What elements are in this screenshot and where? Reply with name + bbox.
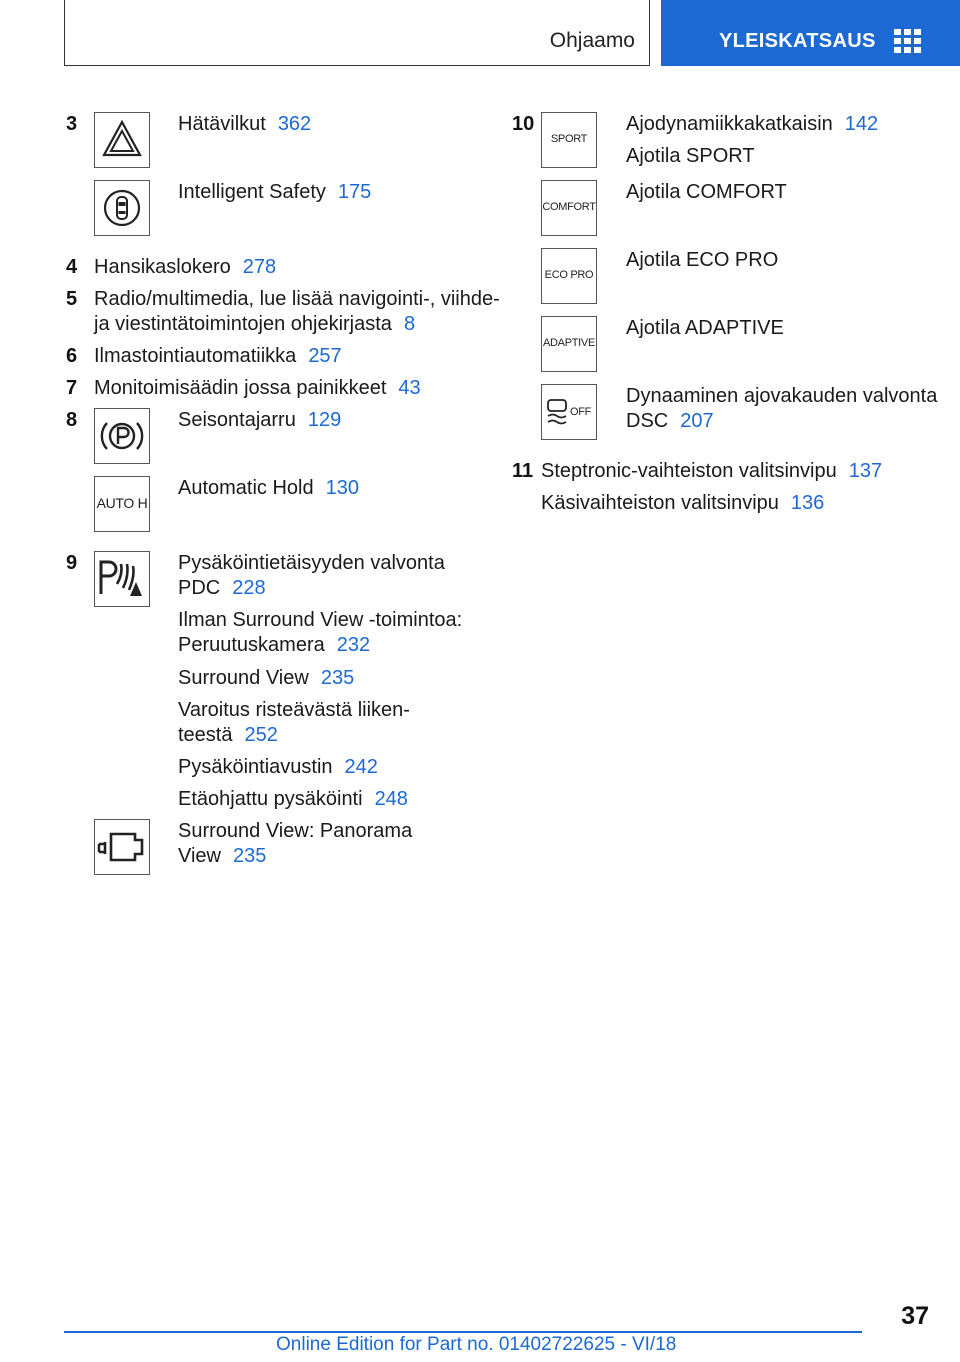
entry-surround-view: Surround View 235 (178, 667, 355, 689)
page-ref[interactable]: 130 (325, 477, 359, 499)
adaptive-mode-icon: ADAPTIVE (541, 316, 597, 372)
footer-divider (64, 1331, 862, 1333)
entry-eco-pro: Ajotila ECO PRO (626, 249, 779, 271)
entry-driving-dynamics: Ajodynamiikkakatkaisin 142 (626, 113, 879, 135)
entry-pdc-line1: Pysäköintietäisyyden valvonta (178, 552, 445, 574)
pdc-icon (94, 551, 150, 607)
entry-manual-gear: Käsivaihteiston valitsinvipu 136 (541, 492, 825, 514)
auto-hold-icon: AUTO H (94, 476, 150, 532)
page-ref[interactable]: 136 (790, 492, 825, 514)
entry-panorama-line2: View 235 (178, 845, 267, 867)
page-ref[interactable]: 257 (308, 345, 342, 367)
page-ref[interactable]: 207 (680, 410, 714, 432)
page-ref[interactable]: 242 (344, 756, 378, 778)
entry-intelligent-safety: Intelligent Safety 175 (178, 181, 372, 203)
item-number-5: 5 (66, 288, 78, 310)
page-ref[interactable]: 43 (398, 377, 421, 399)
entry-climate: Ilmastointiautomatiikka 257 (94, 345, 342, 367)
item-number-11: 11 (512, 460, 534, 482)
item-number-4: 4 (66, 256, 78, 278)
page-number: 37 (901, 1302, 929, 1330)
page-ref[interactable]: 252 (244, 724, 278, 746)
item-number-8: 8 (66, 409, 78, 431)
page-ref[interactable]: 228 (232, 577, 266, 599)
menu-grid-icon (894, 29, 922, 53)
entry-dsc-line1: Dynaaminen ajovakauden valvonta (626, 385, 938, 407)
page-ref[interactable]: 362 (277, 113, 312, 135)
parking-brake-icon (94, 408, 150, 464)
item-number-9: 9 (66, 552, 78, 574)
entry-radio-line2: ja viestintätoimintojen ohjekirjasta 8 (94, 313, 416, 335)
entry-dsc-line2: DSC 207 (626, 410, 714, 432)
page-ref[interactable]: 8 (403, 313, 416, 335)
chapter-tab-label: YLEISKATSAUS (719, 30, 876, 52)
intelligent-safety-icon (94, 180, 150, 236)
entry-parking-assistant: Pysäköintiavustin 242 (178, 756, 378, 778)
item-number-7: 7 (66, 377, 78, 399)
entry-rear-camera-line1: Ilman Surround View -toimintoa: (178, 609, 463, 631)
header-frame (64, 0, 650, 66)
entry-remote-parking: Etäohjattu pysäköinti 248 (178, 788, 408, 810)
entry-cross-traffic-line2: teestä 252 (178, 724, 278, 746)
page-ref[interactable]: 232 (336, 634, 371, 656)
page-ref[interactable]: 248 (374, 788, 408, 810)
entry-pdc-line2: PDC 228 (178, 577, 266, 599)
entry-sport: Ajotila SPORT (626, 145, 755, 167)
item-number-3: 3 (66, 113, 78, 135)
eco-pro-mode-icon: ECO PRO (541, 248, 597, 304)
page-ref[interactable]: 142 (844, 113, 879, 135)
entry-cross-traffic-line1: Varoitus risteävästä liiken- (178, 699, 410, 721)
page-ref[interactable]: 235 (233, 845, 267, 867)
entry-comfort: Ajotila COMFORT (626, 181, 787, 203)
entry-panorama-line1: Surround View: Panorama (178, 820, 413, 842)
entry-rear-camera-line2: Peruutuskamera 232 (178, 634, 371, 656)
item-number-6: 6 (66, 345, 78, 367)
chapter-tab[interactable] (661, 0, 960, 66)
item-number-10: 10 (512, 113, 535, 135)
entry-glovebox: Hansikaslokero 278 (94, 256, 277, 278)
section-title: Ohjaamo (549, 29, 635, 52)
entry-auto-hold: Automatic Hold 130 (178, 477, 359, 499)
sport-mode-icon: SPORT (541, 112, 597, 168)
page-ref[interactable]: 278 (242, 256, 277, 278)
entry-steptronic: Steptronic-vaihteiston valitsinvipu 137 (541, 460, 883, 482)
entry-hazard: Hätävilkut 362 (178, 113, 312, 135)
page-ref[interactable]: 129 (307, 409, 342, 431)
footer-edition: Online Edition for Part no. 01402722625 - VI/18 (276, 1334, 677, 1355)
page-ref[interactable]: 137 (848, 460, 883, 482)
panorama-camera-icon (94, 819, 150, 875)
entry-controller: Monitoimisäädin jossa painikkeet 43 (94, 377, 421, 399)
page-ref[interactable]: 175 (337, 181, 372, 203)
page-ref[interactable]: 235 (320, 667, 355, 689)
comfort-mode-icon: COMFORT (541, 180, 597, 236)
entry-radio-line1: Radio/multimedia, lue lisää navigointi-, viihde- (94, 288, 500, 310)
entry-adaptive: Ajotila ADAPTIVE (626, 317, 784, 339)
hazard-triangle-icon (94, 112, 150, 168)
entry-parking-brake: Seisontajarru 129 (178, 409, 342, 431)
dsc-off-icon: OFF (541, 384, 597, 440)
